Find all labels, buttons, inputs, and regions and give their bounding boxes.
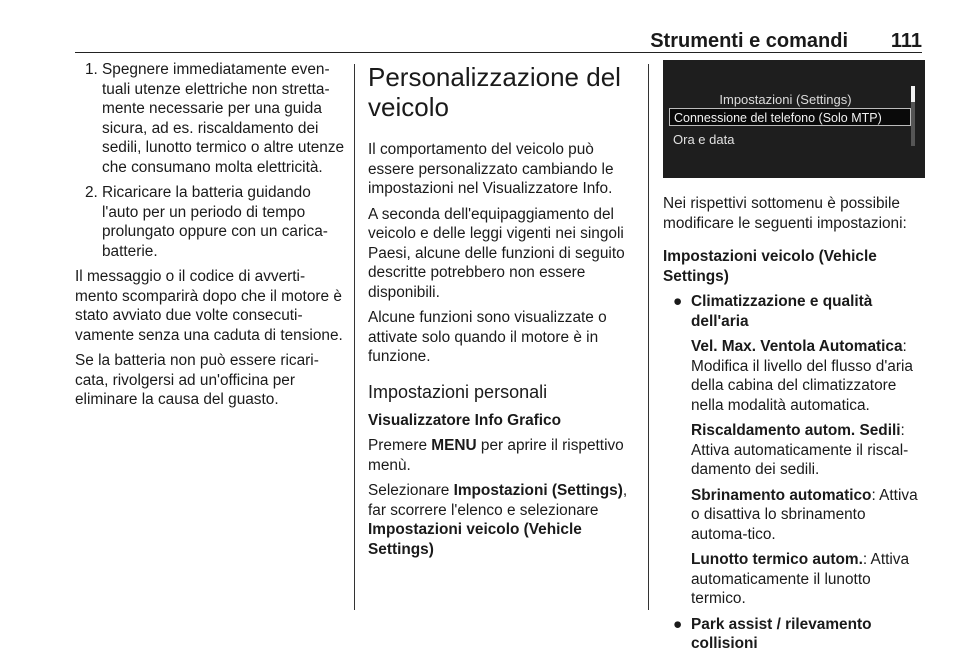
text: , far scorrere l'elenco e selezionare — [368, 482, 628, 519]
list-item — [75, 183, 345, 261]
option-name: Sbrinamento automatico — [691, 486, 872, 504]
list-number: 1. — [85, 61, 98, 78]
text: per aprire il rispettivo menù. — [368, 437, 624, 474]
subheading: Impostazioni veicolo (Vehicle Settings) — [663, 248, 877, 285]
display-selected-item: Connessione del telefono (Solo MTP) — [669, 108, 911, 126]
paragraph: Se la batteria non può essere ricari-cata, rivolgersi ad un'officina per eliminare la causa del guasto. — [75, 352, 319, 408]
text: Premere — [368, 437, 432, 454]
paragraph — [663, 486, 925, 545]
option-desc: : Modifica il livello del flusso d'aria della cabina del climatizzatore nella modalità automatica. — [691, 338, 913, 414]
display-screenshot — [663, 60, 925, 178]
paragraph — [663, 337, 925, 415]
paragraph — [368, 436, 634, 475]
bullet-dot: ● — [673, 293, 683, 310]
display-item: Ora e data — [673, 132, 735, 147]
bullet-item — [663, 292, 925, 331]
menu-path: Impostazioni (Settings) — [453, 482, 623, 499]
text: Selezionare — [368, 482, 454, 499]
numbered-list — [75, 60, 345, 261]
bullet-item — [663, 615, 925, 654]
option-name: Riscaldamento autom. Sedili — [691, 422, 901, 439]
list-item — [75, 60, 345, 177]
paragraph — [368, 481, 634, 559]
subsection-title: Impostazioni personali — [368, 381, 548, 402]
subheading: Visualizzatore Info Grafico — [368, 411, 561, 429]
option-name: Lunotto termico autom. — [691, 551, 863, 568]
option-desc: : Attiva automaticamente il riscal-damento dei sedili. — [691, 422, 909, 478]
menu-key-label: MENU — [431, 437, 477, 454]
column-divider — [648, 64, 649, 610]
paragraph — [663, 550, 925, 609]
chapter-title: Personalizzazione del veicolo — [368, 62, 621, 122]
bullet-text: Climatizzazione e qualità dell'aria — [691, 293, 873, 330]
list-text: Spegnere immediatamente even-tuali utenze elettriche non stretta-mente necessarie per una guida sicura, ad es. riscaldamento dei sedili, lunotto termico o altre utenze che consumano molta elettricità. — [102, 61, 345, 176]
column-1 — [75, 60, 345, 416]
paragraph: Il comportamento del veicolo può essere personalizzato cambiando le impostazioni nel Visualizzatore Info. — [368, 141, 614, 197]
paragraph — [663, 421, 925, 480]
display-panel — [663, 60, 925, 178]
column-divider — [354, 64, 355, 610]
column-3 — [663, 60, 925, 660]
page-header — [0, 0, 960, 52]
paragraph: Il messaggio o il codice di avverti-mento scomparirà dopo che il motore è stato avviato due volte consecuti-vamente senza una caduta di tensione. — [75, 268, 343, 344]
bullet-text: Park assist / rilevamento collisioni — [691, 615, 872, 652]
list-number: 2. — [85, 184, 98, 201]
paragraph: Nei rispettivi sottomenu è possibile modificare le seguenti impostazioni: — [663, 195, 907, 232]
option-desc: : Attiva automaticamente il lunotto termico. — [691, 551, 910, 607]
paragraph: Alcune funzioni sono visualizzate o attivate solo quando il motore è in funzione. — [368, 309, 607, 365]
menu-path: Impostazioni veicolo (Vehicle Settings) — [368, 521, 582, 558]
display-scrollbar-thumb — [911, 86, 915, 102]
header-rule — [75, 52, 922, 53]
section-title: Strumenti e comandi — [650, 30, 848, 52]
list-text: Ricaricare la batteria guidando l'auto per un periodo di tempo prolungato oppure con un carica-batterie. — [102, 184, 328, 260]
paragraph: A seconda dell'equipaggiamento del veicolo e delle leggi vigenti nei singoli Paesi, alcune delle funzioni di seguito descritte potrebbero non essere disponibili. — [368, 205, 625, 301]
column-2 — [368, 60, 634, 565]
option-desc: : Attiva o disattiva lo sbrinamento automa-tico. — [691, 486, 918, 543]
display-title: Impostazioni (Settings) — [719, 92, 852, 107]
option-name: Vel. Max. Ventola Automatica — [691, 338, 903, 355]
page-number: 111 — [890, 30, 922, 52]
bullet-dot: ● — [673, 615, 683, 633]
